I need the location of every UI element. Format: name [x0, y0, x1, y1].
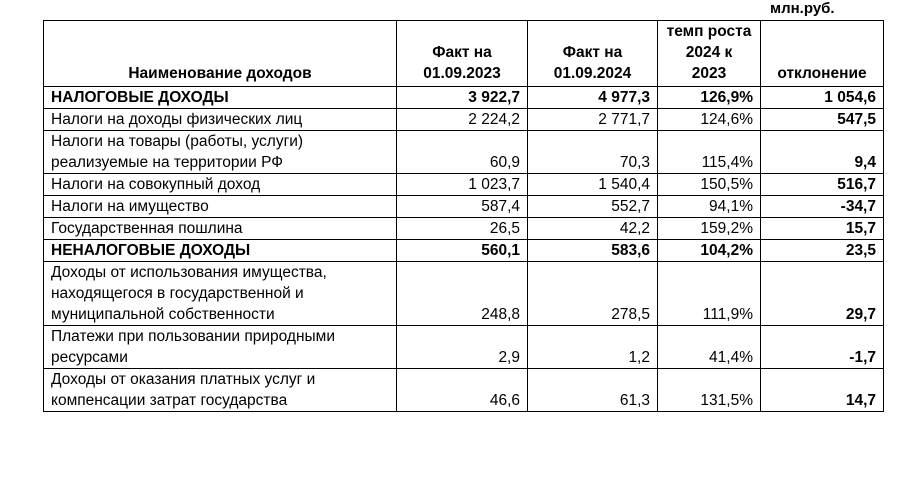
cell-fact-2024: 61,3	[528, 369, 658, 412]
table-row	[44, 174, 884, 196]
cell-fact-2024: 1,2	[528, 326, 658, 369]
cell-fact-2023: 26,5	[397, 218, 528, 240]
header-row	[44, 21, 884, 87]
table-row	[44, 218, 884, 240]
cell-fact-2023: 46,6	[397, 369, 528, 412]
cell-fact-2024: 4 977,3	[528, 87, 658, 109]
cell-fact-2023: 560,1	[397, 240, 528, 262]
header-deviation: отклонение	[761, 21, 884, 87]
table-row	[44, 240, 884, 262]
cell-fact-2023: 248,8	[397, 262, 528, 326]
cell-fact-2024: 70,3	[528, 131, 658, 174]
revenue-table	[43, 20, 884, 412]
table-row	[44, 326, 884, 369]
cell-fact-2023: 3 922,7	[397, 87, 528, 109]
table-row	[44, 262, 884, 326]
cell-deviation: 516,7	[761, 174, 884, 196]
cell-growth: 111,9%	[658, 262, 761, 326]
cell-deviation: 14,7	[761, 369, 884, 412]
cell-fact-2024: 1 540,4	[528, 174, 658, 196]
unit-label: млн.руб.	[770, 0, 835, 17]
cell-deviation: 1 054,6	[761, 87, 884, 109]
cell-deviation: 547,5	[761, 109, 884, 131]
cell-deviation: -1,7	[761, 326, 884, 369]
cell-fact-2024: 552,7	[528, 196, 658, 218]
cell-fact-2023: 60,9	[397, 131, 528, 174]
cell-growth: 41,4%	[658, 326, 761, 369]
row-name: Налоги на товары (работы, услуги) реализуемые на территории РФ	[44, 131, 397, 174]
header-growth: темп роста 2024 к 2023	[658, 21, 761, 87]
cell-growth: 104,2%	[658, 240, 761, 262]
cell-deviation: 23,5	[761, 240, 884, 262]
table-row	[44, 109, 884, 131]
table-body	[44, 87, 884, 412]
table-row	[44, 87, 884, 109]
header-fact-2024: Факт на 01.09.2024	[528, 21, 658, 87]
row-name: Налоги на имущество	[44, 196, 397, 218]
cell-growth: 150,5%	[658, 174, 761, 196]
cell-deviation: 9,4	[761, 131, 884, 174]
table-row	[44, 196, 884, 218]
cell-growth: 124,6%	[658, 109, 761, 131]
row-name: Доходы от оказания платных услуг и компенсации затрат государства	[44, 369, 397, 412]
cell-fact-2024: 278,5	[528, 262, 658, 326]
cell-fact-2024: 42,2	[528, 218, 658, 240]
table-row	[44, 369, 884, 412]
cell-growth: 131,5%	[658, 369, 761, 412]
cell-growth: 94,1%	[658, 196, 761, 218]
cell-fact-2023: 2 224,2	[397, 109, 528, 131]
cell-deviation: 15,7	[761, 218, 884, 240]
row-name: Государственная пошлина	[44, 218, 397, 240]
header-fact-2023: Факт на 01.09.2023	[397, 21, 528, 87]
row-name: Налоги на совокупный доход	[44, 174, 397, 196]
cell-fact-2024: 583,6	[528, 240, 658, 262]
table-row	[44, 131, 884, 174]
cell-deviation: -34,7	[761, 196, 884, 218]
cell-growth: 126,9%	[658, 87, 761, 109]
cell-fact-2023: 1 023,7	[397, 174, 528, 196]
row-name: Доходы от использования имущества, находящегося в государственной и муниципальной собственности	[44, 262, 397, 326]
cell-growth: 159,2%	[658, 218, 761, 240]
cell-fact-2023: 587,4	[397, 196, 528, 218]
cell-deviation: 29,7	[761, 262, 884, 326]
row-name: НЕНАЛОГОВЫЕ ДОХОДЫ	[44, 240, 397, 262]
row-name: НАЛОГОВЫЕ ДОХОДЫ	[44, 87, 397, 109]
cell-growth: 115,4%	[658, 131, 761, 174]
header-name: Наименование доходов	[44, 21, 397, 87]
row-name: Платежи при пользовании природными ресурсами	[44, 326, 397, 369]
cell-fact-2023: 2,9	[397, 326, 528, 369]
row-name: Налоги на доходы физических лиц	[44, 109, 397, 131]
cell-fact-2024: 2 771,7	[528, 109, 658, 131]
